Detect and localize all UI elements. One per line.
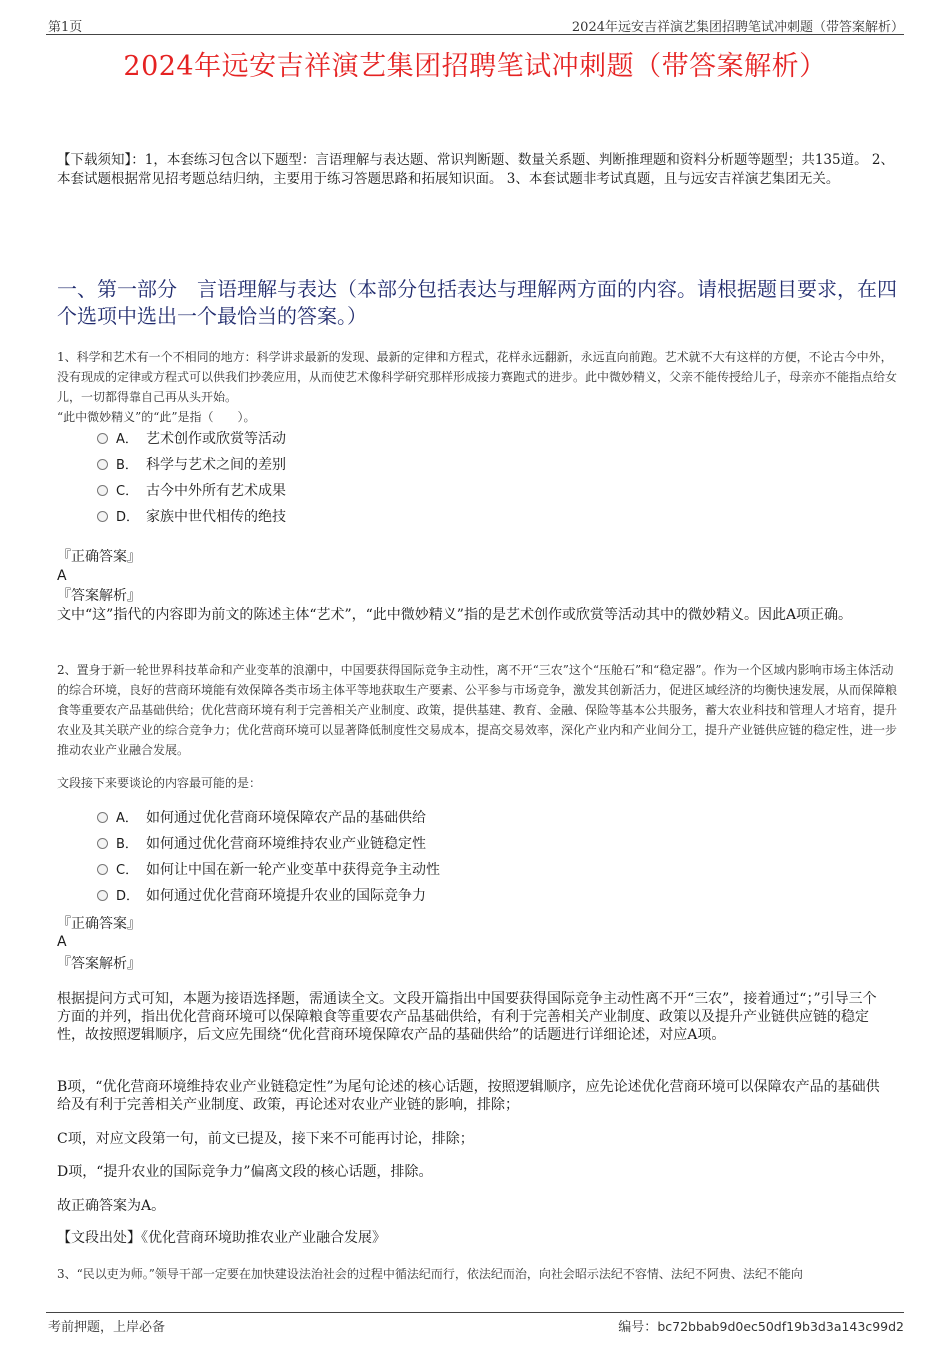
q2-analysis-paragraph: B项，“优化营商环境维持农业产业链稳定性”为尾句论述的核心话题，按照逻辑顺序，应先论述优化营商环境可以保障农产品的基础供给及有利于完善相关产业制度、政策，再论述对农业产业链的影响，排除； xyxy=(57,1079,880,1113)
radio-icon[interactable] xyxy=(97,812,108,823)
radio-icon[interactable] xyxy=(97,838,108,849)
q2-answer: A xyxy=(57,934,67,950)
q1-answer: A xyxy=(57,568,67,584)
q1-option-d[interactable]: D． 家族中世代相传的绝技 xyxy=(97,507,286,527)
radio-icon[interactable] xyxy=(97,459,108,470)
q1-analysis: 文中“这”指代的内容即为前文的陈述主体“艺术”，“此中微妙精义”指的是艺术创作或欣赏等活动其中的微妙精义。因此A项正确。 xyxy=(57,607,853,623)
q2-stem: 2、置身于新一轮世界科技革命和产业变革的浪潮中，中国要获得国际竞争主动性，离不开“三农”这个“压舱石”和“稳定器”。作为一个区域内影响市场主体活动的综合环境，良好的营商环境能有效保障各类市场主体平等地获取生产要素、公平参与市场竞争，激发其创新活力，促进区域经济的均衡快速发展，从而保障粮食等重要农产品基础供给；优化营商环境有利于完善相关产业制度、政策，提供基建、教育、金融、保险等基本公共服务，蓄大农业科技和管理人才培育，提升农业及其关联产业的综合竞争力；优化营商环境可以显著降低制度性交易成本，提高交易效率，深化产业内和产业间分工，提升产业链供应链的稳定性，进一步推动农业产业融合发展。 xyxy=(57,663,898,757)
q2-option-c[interactable]: C． 如何让中国在新一轮产业变革中获得竞争主动性 xyxy=(97,860,440,880)
document-title: 2024年远安吉祥演艺集团招聘笔试冲刺题（带答案解析） xyxy=(123,51,827,82)
q1-answer-label: 『正确答案』 xyxy=(57,549,141,565)
q3-stem: 3、“民以吏为师。”领导干部一定要在加快建设法治社会的过程中循法纪而行，依法纪而治，向社会昭示法纪不容情、法纪不阿贵、法纪不能向 xyxy=(57,1267,803,1281)
q2-option-a[interactable]: A． 如何通过优化营商环境保障农产品的基础供给 xyxy=(97,808,426,828)
q2-option-b[interactable]: B． 如何通过优化营商环境维持农业产业链稳定性 xyxy=(97,834,426,854)
document-code: 编号：bc72bbab9d0ec50df19b3d3a143c99d2 xyxy=(618,1319,904,1335)
q2-answer-label: 『正确答案』 xyxy=(57,916,141,932)
radio-icon[interactable] xyxy=(97,433,108,444)
q2-analysis-paragraph: 根据提问方式可知，本题为接语选择题，需通读全文。文段开篇指出中国要获得国际竞争主动性离不开“三农”，接着通过“；”引导三个方面的并列，指出优化营商环境可以保障粮食等重要农产品基础供给，有利于完善相关产业制度、政策以及提升产业链供应链的稳定性，故按照逻辑顺序，后文应先围绕“优化营商环境保障农产品的基础供给”的话题进行详细论述，对应A项。 xyxy=(57,991,877,1043)
radio-icon[interactable] xyxy=(97,864,108,875)
download-notice: 【下载须知】：1，本套练习包含以下题型：言语理解与表达题、常识判断题、数量关系题、判断推理题和资料分析题等题型；共135道。 2、本套试题根据常见招考题总结归纳，主要用于练习答题思路和拓展知识面。 3、本套试题非考试真题，且与远安吉祥演艺集团无关。 xyxy=(57,152,894,187)
q2-analysis-label: 『答案解析』 xyxy=(57,956,141,972)
page-footer xyxy=(46,1312,904,1335)
radio-icon[interactable] xyxy=(97,485,108,496)
q1-question: “此中微妙精义”的“此”是指（ ）。 xyxy=(57,410,256,424)
q2-analysis-paragraph: 故正确答案为A。 xyxy=(57,1198,166,1214)
radio-icon[interactable] xyxy=(97,890,108,901)
q1-analysis-label: 『答案解析』 xyxy=(57,588,141,604)
q2-option-d[interactable]: D． 如何通过优化营商环境提升农业的国际竞争力 xyxy=(97,886,426,906)
page-header xyxy=(46,14,904,35)
section-heading: 一、第一部分 言语理解与表达（本部分包括表达与理解两方面的内容。请根据题目要求，在四个选项中选出一个最恰当的答案。） xyxy=(57,277,897,328)
footer-slogan: 考前押题，上岸必备 xyxy=(48,1320,166,1335)
header-doc-title: 2024年远安吉祥演艺集团招聘笔试冲刺题（带答案解析） xyxy=(571,20,904,35)
q2-analysis-paragraph: D项，“提升农业的国际竞争力”偏离文段的核心话题，排除。 xyxy=(57,1164,433,1180)
q2-question: 文段接下来要谈论的内容最可能的是： xyxy=(57,776,262,790)
radio-icon[interactable] xyxy=(97,511,108,522)
q1-option-b[interactable]: B． 科学与艺术之间的差别 xyxy=(97,455,286,475)
page-number: 第1页 xyxy=(48,20,83,35)
q1-option-a[interactable]: A． 艺术创作或欣赏等活动 xyxy=(97,429,286,449)
q1-stem: 1、科学和艺术有一个不相同的地方：科学讲求最新的发现、最新的定律和方程式，花样永远翻新，永远直向前跑。艺术就不大有这样的方便，不论古今中外，没有现成的定律或方程式可以供我们抄袭应用，从而使艺术像科学研究那样形成接力赛跑式的进步。此中微妙精义，父亲不能传授给儿子，母亲亦不能指点给女儿，一切都得靠自己再从头开始。 xyxy=(57,350,898,404)
q2-source: 【文段出处】《优化营商环境助推农业产业融合发展》 xyxy=(57,1230,386,1246)
q2-analysis-paragraph: C项，对应文段第一句，前文已提及，接下来不可能再讨论，排除； xyxy=(57,1131,474,1147)
q1-option-c[interactable]: C． 古今中外所有艺术成果 xyxy=(97,481,286,501)
